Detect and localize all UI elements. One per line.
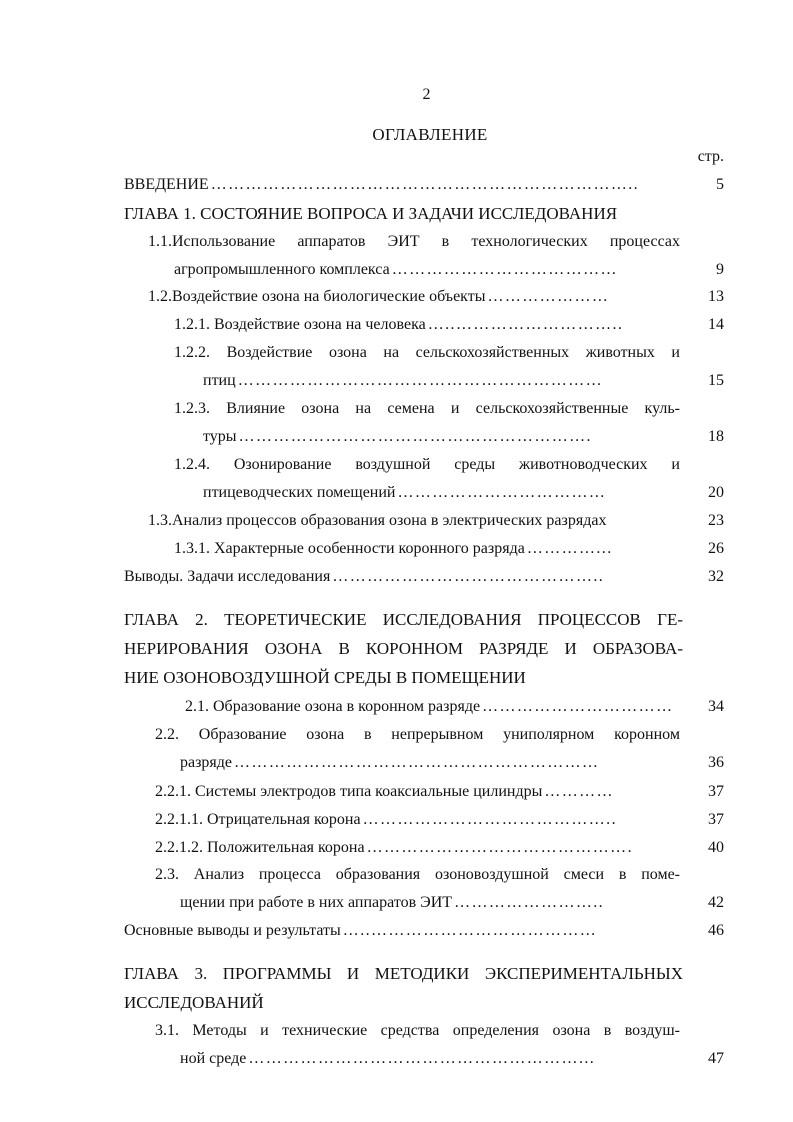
toc-entry (0, 176, 793, 204)
toc-entry-text: Основные выводы и результаты (124, 922, 341, 939)
toc-leader-dots: …..………………………………… (342, 922, 598, 939)
toc-entry (0, 783, 793, 811)
toc-entry-line (180, 754, 680, 772)
toc-entry-text: 1.3.Анализ процессов образования озона в электрических разрядах (148, 512, 607, 529)
toc-entry-line (155, 839, 680, 857)
toc-page-number: 26 (708, 540, 724, 557)
toc-entry-line (148, 233, 680, 251)
toc-entry-line (180, 894, 680, 912)
toc-entry (0, 726, 793, 782)
toc-entry-line (203, 372, 680, 390)
toc-entry-line (174, 456, 680, 474)
toc-leader-dots: ………… (544, 783, 614, 800)
toc-entry-text: ВВЕДЕНИЕ (124, 176, 209, 193)
toc-entry-text: 1.2.Воздействие озона на биологические объекты (148, 288, 486, 305)
toc-entry-line (203, 428, 680, 446)
toc-entry-text: ГЛАВА 2. ТЕОРЕТИЧЕСКИЕ ИССЛЕДОВАНИЯ ПРОЦЕССОВ ГЕ- (124, 610, 683, 629)
toc-leader-dots: ………………………………………. (366, 839, 633, 856)
page-number: 2 (422, 86, 431, 103)
toc-entry (0, 512, 793, 540)
toc-entry-text: ИССЛЕДОВАНИЙ (124, 993, 264, 1012)
toc-entry-text: 2.1. Образование озона в коронном разряде (185, 698, 481, 715)
toc-entry-text: 1.2.1. Воздействие озона на человека (174, 316, 426, 333)
toc-entry (0, 698, 793, 726)
toc-page-number: 36 (708, 754, 724, 771)
toc-leader-dots: …………... (526, 540, 613, 557)
toc-entry-line (155, 783, 680, 801)
toc-entry-line (124, 176, 680, 194)
toc-leader-dots: ……………………………………………………… (234, 754, 600, 771)
toc-leader-dots: …..……………………….. (427, 316, 624, 333)
toc-leader-dots: ……………………………………………………. (238, 428, 592, 445)
toc-page-number: 18 (708, 428, 724, 445)
toc-entry-text: щении при работе в них аппаратов ЭИТ (180, 894, 453, 911)
toc-entry (0, 568, 793, 596)
toc-entry-line (174, 344, 680, 362)
toc-entry-line (155, 866, 680, 884)
toc-entry-line (185, 698, 680, 716)
toc-page-number: 13 (708, 288, 724, 305)
toc-entry-line (174, 540, 680, 558)
toc-page-number: 5 (716, 176, 724, 193)
toc-entry-line (180, 1050, 680, 1068)
toc-entry-line (148, 512, 680, 530)
toc-chapter-heading (0, 964, 793, 1022)
toc-entry-text: 1.2.4. Озонирование воздушной среды животноводческих и (174, 456, 680, 473)
toc-entry (0, 288, 793, 316)
toc-entry (0, 233, 793, 289)
toc-page-number: 37 (708, 783, 724, 800)
toc-entry-text: ной среде (180, 1050, 247, 1067)
toc-entry-line (124, 964, 683, 984)
toc-entry-line (124, 204, 670, 224)
toc-entry-line (155, 726, 680, 744)
toc-entry-line (174, 316, 680, 334)
toc-entry (0, 316, 793, 344)
toc-entry-line (155, 1022, 680, 1040)
toc-entry-line (155, 811, 680, 829)
toc-page-number: 9 (716, 261, 724, 278)
toc-entry-line (148, 288, 680, 306)
toc-entry-text: 1.3.1. Характерные особенности коронного разряда (174, 540, 525, 557)
toc-page-number: 42 (708, 894, 724, 911)
toc-entry (0, 839, 793, 867)
toc-entry-text: ГЛАВА 1. СОСТОЯНИЕ ВОПРОСА И ЗАДАЧИ ИССЛЕДОВАНИЯ (124, 204, 618, 223)
toc-page-number: 23 (708, 512, 724, 529)
toc-entry-text: 2.2.1.1. Отрицательная корона (155, 811, 361, 828)
toc-entry-text: НИЕ ОЗОНОВОЗДУШНОЙ СРЕДЫ В ПОМЕЩЕНИИ (124, 668, 526, 687)
toc-entry-text: 2.2. Образование озона в непрерывном униполярном коронном (155, 726, 680, 743)
toc-entry (0, 400, 793, 456)
toc-entry (0, 922, 793, 950)
toc-leader-dots: ………………… (487, 288, 610, 305)
toc-leader-dots: …………………….. (454, 894, 605, 911)
toc-entry-line (124, 922, 680, 940)
toc-page-number: 47 (708, 1050, 724, 1067)
toc-entry-text: 2.2.1.2. Положительная корона (155, 839, 365, 856)
toc-entry (0, 456, 793, 512)
toc-entry-line (203, 484, 680, 502)
toc-entry (0, 866, 793, 922)
toc-leader-dots: ……………………………………………………… (237, 372, 604, 389)
toc-page-number: 20 (708, 484, 724, 501)
pages-column-label: стр. (697, 148, 724, 165)
toc-entry-text: туры (203, 428, 237, 445)
toc-entry-text: агропромышленного комплекса (174, 261, 390, 278)
toc-leader-dots: …………………………………….. (362, 811, 617, 828)
toc-leader-dots: ……………………………………………………………….. (210, 176, 640, 193)
toc-entry-text: Выводы. Задачи исследования (124, 568, 331, 585)
toc-entry (0, 540, 793, 568)
toc-entry-line (124, 610, 683, 630)
toc-page-number: 34 (708, 698, 724, 715)
toc-entry-text: 1.2.3. Влияние озона на семена и сельскохозяйственные куль- (174, 400, 680, 417)
toc-entry-text: птиц (203, 372, 236, 389)
toc-page-number: 14 (708, 316, 724, 333)
toc-entry (0, 1022, 793, 1078)
toc-page-number: 32 (708, 568, 724, 585)
toc-page-number: 37 (708, 811, 724, 828)
toc-entry-text: разряде (180, 754, 233, 771)
toc-chapter-heading (0, 610, 793, 697)
toc-leader-dots: …………………………………………………... (248, 1050, 596, 1067)
toc-leader-dots: ……………………………… (397, 484, 607, 501)
toc-page-number: 46 (708, 922, 724, 939)
toc-entry-line (124, 668, 560, 688)
toc-entry-text: 2.3. Анализ процесса образования озоновоздушной смеси в поме- (155, 866, 680, 883)
page-title: ОГЛАВЛЕНИЕ (372, 125, 488, 144)
toc-entry-line (174, 261, 680, 279)
toc-entry-text: птицеводческих помещений (203, 484, 396, 501)
toc-entry-line (124, 639, 683, 659)
toc-entry-text: ГЛАВА 3. ПРОГРАММЫ И МЕТОДИКИ ЭКСПЕРИМЕНТАЛЬНЫХ (124, 964, 683, 983)
toc-entry-line (124, 568, 680, 586)
toc-leader-dots: ……………………………………….. (332, 568, 605, 585)
toc-chapter-heading (0, 204, 793, 233)
toc-entry (0, 811, 793, 839)
toc-entry (0, 344, 793, 400)
toc-leader-dots: …………………………… (482, 698, 674, 715)
toc-page-number: 15 (708, 372, 724, 389)
toc-entry-line (124, 993, 400, 1013)
toc-entry-line (174, 400, 680, 418)
toc-entry-text: 3.1. Методы и технические средства определения озона в воздуш- (155, 1022, 680, 1039)
toc-entry-text: НЕРИРОВАНИЯ ОЗОНА В КОРОННОМ РАЗРЯДЕ И ОБРАЗОВА- (124, 639, 683, 658)
toc-entry-text: 1.1.Использование аппаратов ЭИТ в технологических процессах (148, 233, 680, 250)
toc-entry-text: 2.2.1. Системы электродов типа коаксиальные цилиндры (155, 783, 543, 800)
toc-page-number: 40 (708, 839, 724, 856)
toc-leader-dots: ………………………………… (391, 261, 618, 278)
toc-entry-text: 1.2.2. Воздействие озона на сельскохозяйственных животных и (174, 344, 680, 361)
